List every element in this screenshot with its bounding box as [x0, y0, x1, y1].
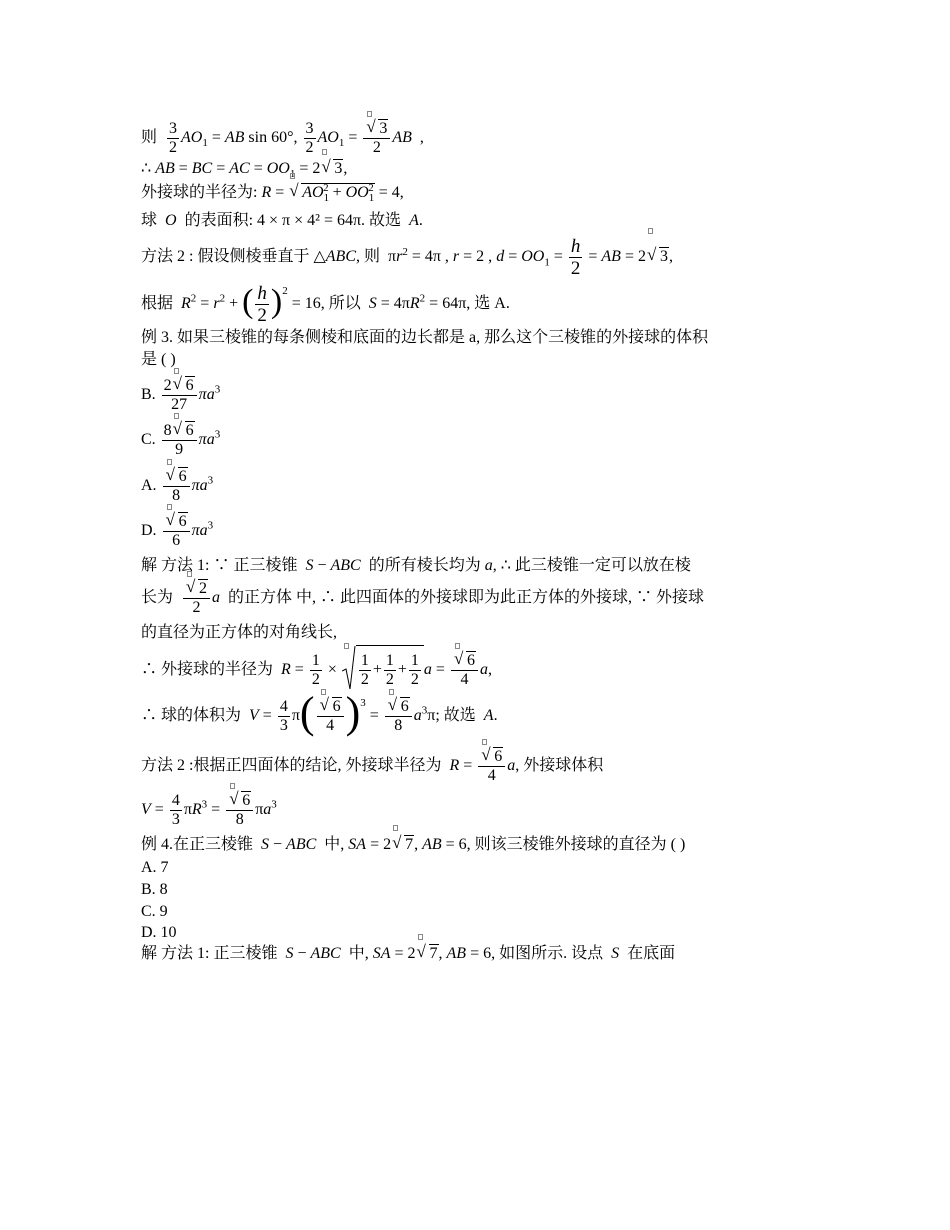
- example4-option-b: B. 8: [141, 881, 168, 898]
- example4-option-d: D. 10: [141, 924, 177, 941]
- line-ratio: 则 $\frac{3}{2}$ $AO_1$ = AB sin 60°, $\frac{3}{2}$ $AO_1$ = √ $\frac{3}{2}$ AB ,: [141, 118, 424, 158]
- example4-option-a: A. 7: [141, 859, 169, 876]
- example4-option-c: C. 9: [141, 903, 168, 920]
- solution3-volume: ∴ 球的体积为 V = $\frac{4}{3}$ π( √ $\frac{6}{4}$ )$^3$ = √ $\frac{6}{8}$ $a^3\pi$; 故选 A.: [141, 693, 498, 740]
- option-d: D. √ $\frac{6}{6}$ $\pi a^3$: [141, 511, 213, 551]
- line-equal-sides: ∴ AB = BC = AC = $OO_1 = 2$ √ 3,: [141, 158, 347, 180]
- option-c: C. 8 √ 6 9 $\pi a^3$: [141, 420, 220, 460]
- example3-question-2: 是 ( ): [141, 351, 176, 368]
- example4-solution: 解 方法 1: 正三棱锥 S − ABC 中, SA = 2 √ 7, AB = 6, 如图所示. 设点 S 在底面: [141, 943, 675, 965]
- solution3-line1: 解 方法 1: ∵ 正三棱锥 S − ABC 的所有棱长均为 a, ∴ 此三棱锥一定可以放在棱: [141, 557, 691, 574]
- solution3-volume2: V = $\frac{4}{3}$ $\pi R^3$ = √ $\frac{6}{8}$ $\pi a^3$: [141, 788, 277, 832]
- line-surface: 球 O 的表面积: 4 × π × 4² = 64π. 故选 A.: [141, 212, 423, 229]
- solution3-method2: 方法 2 :根据正四面体的结论, 外接球半径为 R = √ $\frac{6}{4}$ a, 外接球体积: [141, 744, 603, 788]
- solution3-radius: ∴ 外接球的半径为 R = $\frac{1}{2}$ × $\frac{1}{2}$ + $\frac{1}{2}$ + $\frac{1}{2}$ a = √ $\frac{6}{4}$ a,: [141, 645, 492, 693]
- example3-question: 例 3. 如果三棱锥的每条侧棱和底面的边长都是 a, 那么这个三棱锥的外接球的体积: [141, 329, 709, 346]
- solution3-line3: 的直径为正方体的对角线长,: [141, 624, 338, 641]
- solution3-line2: 长为 √ $\frac{2}{2}$ a 的正方体 中, ∴ 此四面体的外接球即为此正方体的外接球, ∵ 外接球: [141, 578, 704, 618]
- option-a: A. √ $\frac{6}{8}$ $\pi a^3$: [141, 466, 213, 506]
- line-root: 根据 $R^2 = r^2$ + ( $\frac{h}{2}$ )$^2$ = 16, 所以 $S = 4\pi R^2 = 64\pi$, 选 A.: [141, 282, 510, 326]
- line-radius: 外接球的半径为: R = √ $AO_1^2 + OO_1^2 = 4$,: [141, 182, 404, 204]
- line-method2: 方法 2 : 假设侧棱垂直于 △ABC, 则 $\pi r^2 = 4\pi$ , r = 2 , $d = OO_1$ = $\frac{h}{2}$ = AB = 2 √ 3,: [141, 236, 673, 279]
- option-b: B. 2 √ 6 27 $\pi a^3$: [141, 375, 220, 415]
- example4-question: 例 4.在正三棱锥 S − ABC 中, SA = 2 √ 7, AB = 6, 则该三棱锥外接球的直径为 ( ): [141, 834, 685, 856]
